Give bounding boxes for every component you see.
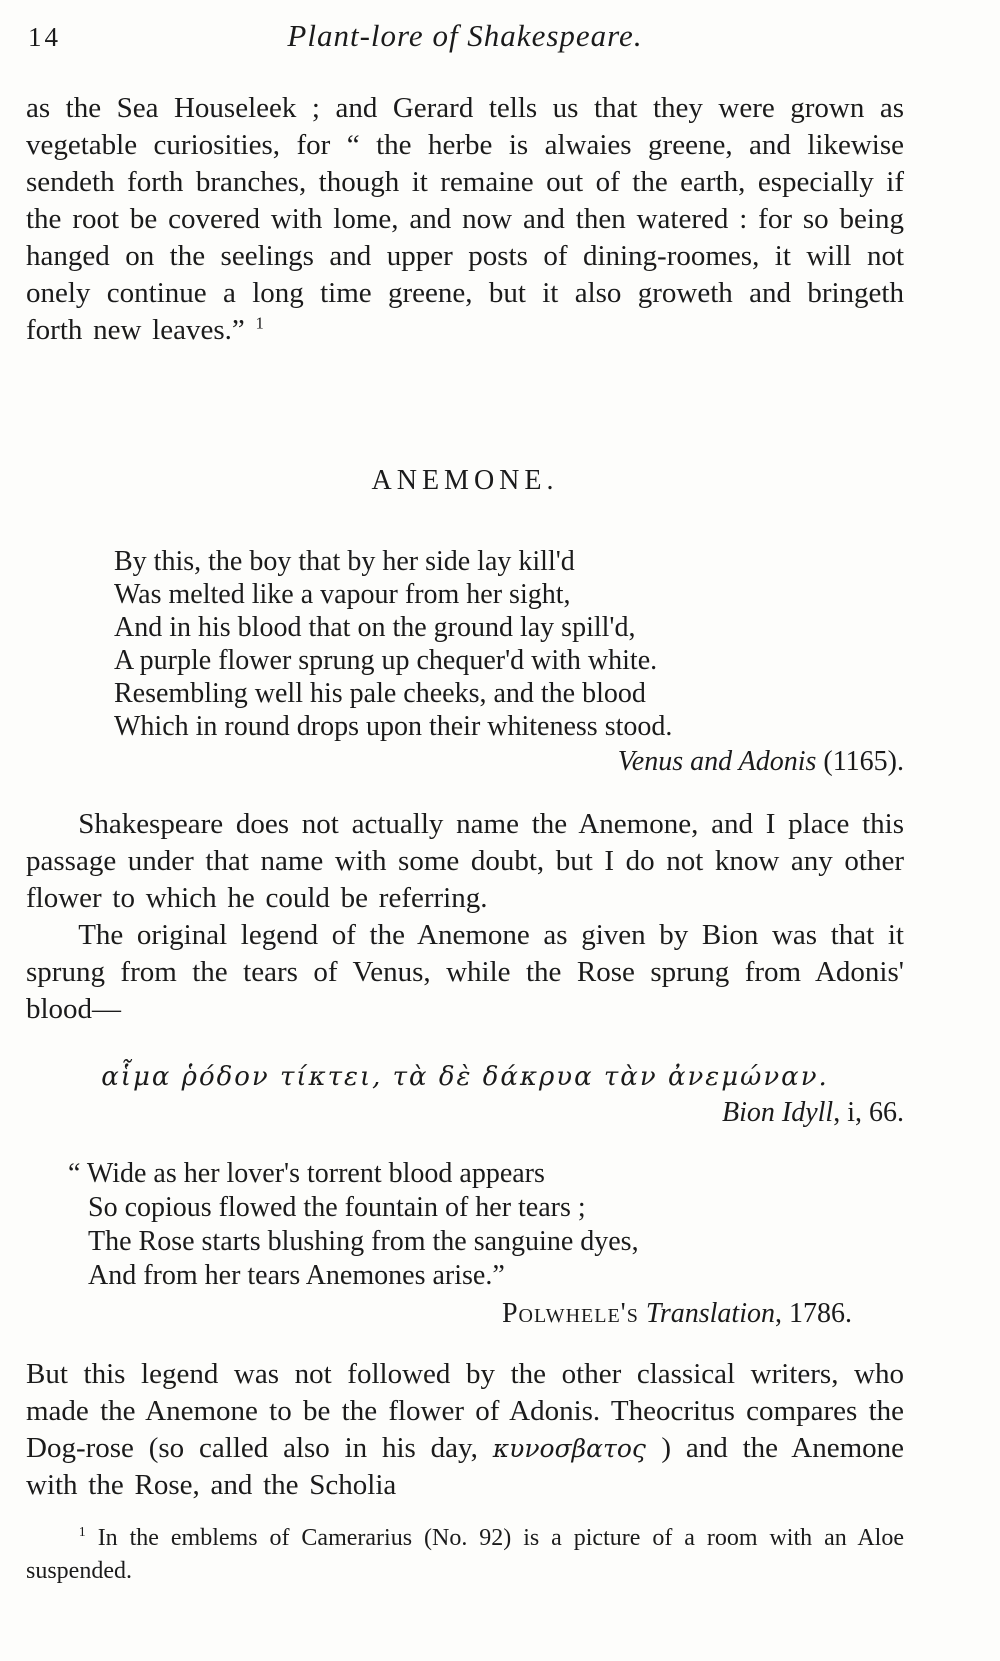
running-title: Plant-lore of Shakespeare. [287,18,643,53]
closing-text-after: ) and the Anemone with the Rose, and the Scholia [26,1432,904,1501]
greek-quote-attribution [26,1097,904,1129]
footnote-marker: 1 [78,1525,86,1540]
body-paragraphs [26,806,904,1028]
intro-paragraph-text: as the Sea Houseleek ; and Gerard tells us that they were grown as vegetable curiosities, for “ the herbe is alwaies greene, and likewise sendeth forth branches, though it remaine out of the earth, especially if the root be covered with lome, and now and then watered : for so being hanged on the seelings and upper posts of dining-roomes, it will not onely continue a long time greene, but it also groweth and bringeth forth new leaves.” [26,92,904,346]
verse-line: Resembling well his pale cheeks, and the blood [114,678,646,709]
verse-line: Which in round drops upon their whiteness stood. [114,711,673,742]
verse-line: And in his blood that on the ground lay spill'd, [114,612,636,643]
shakespeare-quote-attribution [26,746,904,778]
closing-paragraph [26,1356,904,1504]
paragraph-doubt: Shakespeare does not actually name the Anemone, and I place this passage under that name with some doubt, but I do not know any other flower to which he could be referring. [26,808,904,914]
attribution-reference: , i, 66. [833,1097,904,1128]
section-heading-anemone: ANEMONE. [371,465,559,496]
footnote-text: In the emblems of Camerarius (No. 92) is a picture of a room with an Aloe suspended. [26,1525,904,1584]
footnote [26,1522,904,1588]
verse-line: Was melted like a vapour from her sight, [114,579,571,610]
greek-quote: αἷμα ῥόδον τίκτει, τὰ δὲ δάκρυα τὰν ἀνεμώναν. [101,1062,829,1092]
greek-word-kynosbatos: κυνοσβατος [492,1434,662,1463]
page-number: 14 [28,22,61,52]
translation-quote-attribution [26,1298,904,1330]
shakespeare-quote [114,545,904,743]
verse-line: The Rose starts blushing from the sanguine dyes, [88,1226,639,1257]
verse-line: So copious flowed the fountain of her tears ; [88,1192,586,1223]
verse-line: “ Wide as her lover's torrent blood appears [68,1158,545,1189]
verse-line: A purple flower sprung up chequer'd with white. [114,645,658,676]
translation-quote [68,1157,904,1293]
footnote-reference: 1 [255,313,264,333]
closing-text-before: But this legend was not followed by the other classical writers, who made the Anemone to be the flower of Adonis. Theocritus compares the Dog-rose (so called also in his day, [26,1358,904,1464]
attribution-line-number: (1165). [816,746,904,777]
paragraph-legend: The original legend of the Anemone as given by Bion was that it sprung from the tears of Venus, while the Rose sprung from Adonis' blood— [26,919,904,1025]
attribution-work-title: Translation [638,1298,775,1329]
attribution-work-title: Venus and Adonis [617,746,817,777]
verse-line: By this, the boy that by her side lay kill'd [114,546,575,577]
page-header [26,18,904,62]
attribution-work-title: Bion Idyll [722,1097,834,1128]
intro-paragraph [26,90,904,349]
attribution-year: , 1786. [775,1298,852,1329]
verse-line: And from her tears Anemones arise.” [88,1260,505,1291]
attribution-translator: Polwhele's [501,1298,639,1329]
